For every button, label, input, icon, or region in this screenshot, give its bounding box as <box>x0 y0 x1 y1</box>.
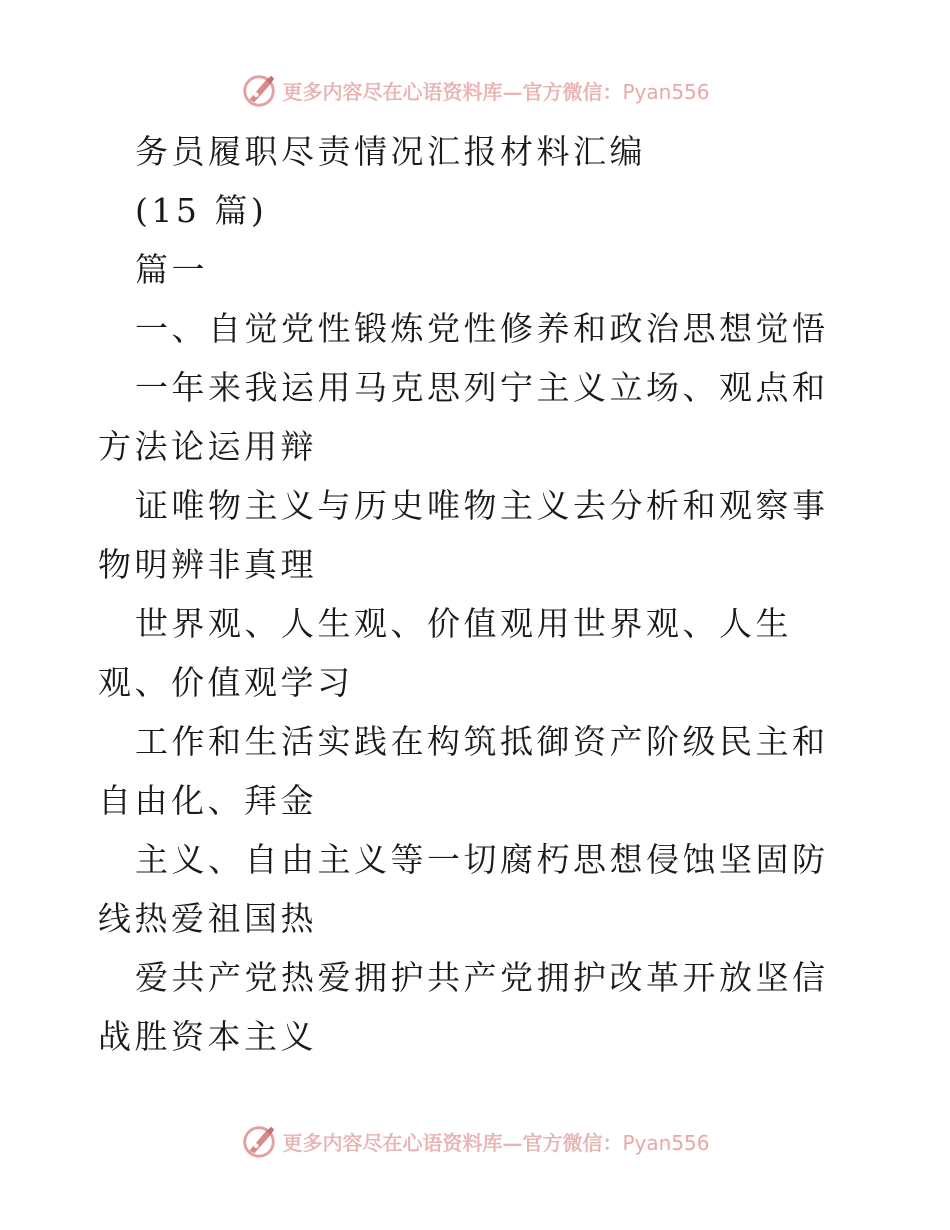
pen-nib-seal-icon <box>240 71 278 109</box>
body-paragraph: 世界观、人生观、价值观用世界观、人生观、价值观学习 <box>98 604 792 702</box>
body-paragraph: 爱共产党热爱拥护共产党拥护改革开放坚信战胜资本主义 <box>98 958 829 1056</box>
body-paragraph: 工作和生活实践在构筑抵御资产阶级民主和自由化、拜金 <box>98 722 829 820</box>
body-paragraph: 一年来我运用马克思列宁主义立场、观点和方法论运用辩 <box>98 368 829 466</box>
pen-nib-seal-icon <box>240 1122 278 1160</box>
document-title: 务员履职尽责情况汇报材料汇编 <box>135 132 646 171</box>
body-paragraph: 证唯物主义与历史唯物主义去分析和观察事物明辨非真理 <box>98 486 829 584</box>
document-body <box>98 122 858 1066</box>
document-subtitle: (15 篇) <box>135 191 268 230</box>
watermark-text: 更多内容尽在心语资料库—官方微信：Pyan556 <box>282 1130 710 1155</box>
footer-watermark <box>0 1121 950 1161</box>
header-watermark <box>0 70 950 110</box>
body-paragraph: 主义、自由主义等一切腐朽思想侵蚀坚固防线热爱祖国热 <box>98 840 829 938</box>
section-heading: 篇一 <box>135 250 208 289</box>
subsection-heading: 一、自觉党性锻炼党性修养和政治思想觉悟 <box>135 309 829 348</box>
watermark-text: 更多内容尽在心语资料库—官方微信：Pyan556 <box>282 79 710 104</box>
